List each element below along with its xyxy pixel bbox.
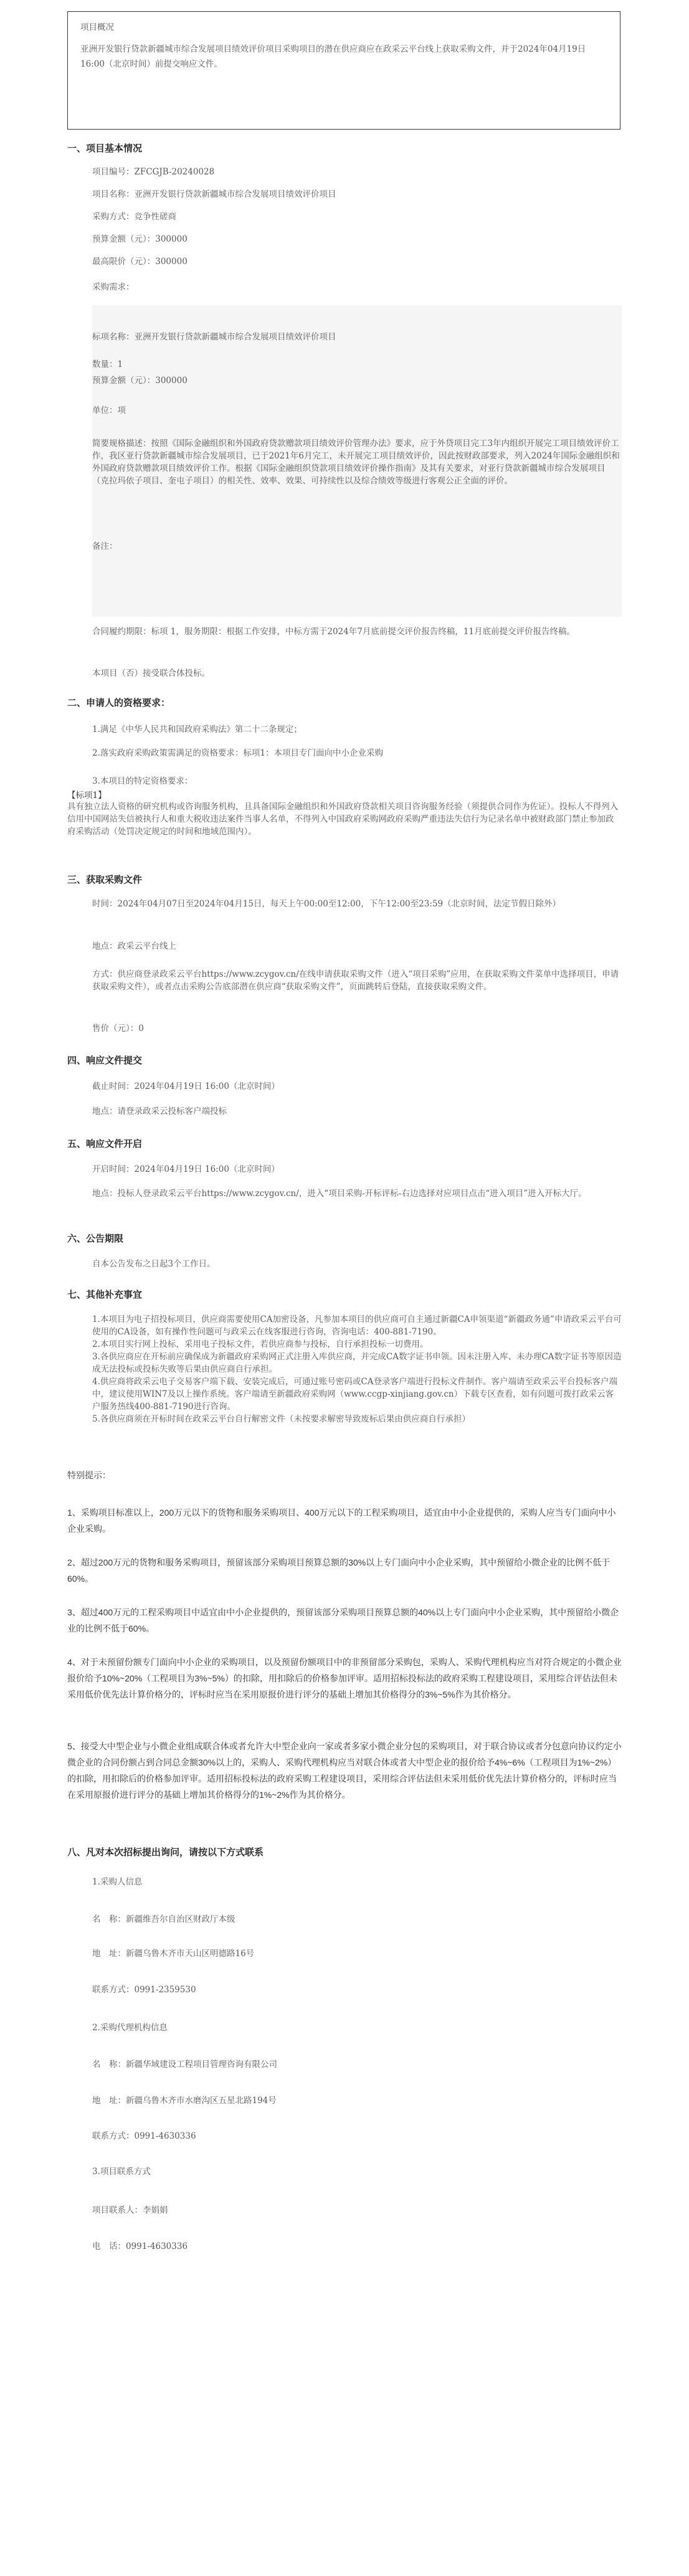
submit-place: 地点：请登录政采云投标客户端投标 — [92, 1106, 227, 1116]
section-8-heading: 八、凡对本次招标提出询问，请按以下方式联系 — [67, 1847, 264, 1858]
lot-detail-panel — [92, 305, 622, 617]
opening-time: 开启时间：2024年04月19日 16:00（北京时间） — [92, 1164, 280, 1174]
contact-2-title: 2.采购代理机构信息 — [92, 2023, 168, 2033]
lot-quantity: 数量：1 — [92, 359, 123, 369]
document-price: 售价（元）：0 — [92, 1024, 144, 1034]
overview-title: 项目概况 — [80, 22, 114, 32]
note-1: 1.本项目为电子招投标项目，供应商需要使用CA加密设备，凡参加本项目的供应商可自主通过新疆CA申领渠道“新疆政务通”申请政采云平台可使用的CA设备，如有操作性问题可与政采云在线客服进行咨询，咨询电话：400-881-7190。 — [92, 1314, 622, 1337]
section-7-heading: 七、其他补充事宜 — [67, 1290, 143, 1300]
lot-spec: 简要规格描述：按照《国际金融组织和外国政府贷款赠款项目绩效评价管理办法》要求，应于外贷项目完工3年内组织开展完工项目绩效评价工作，我区亚行贷款新疆城市综合发展项目，已于2021年6月完工，未开展完工项目绩效评价，因此按财政部要求，列入2024年国际金融组织和外国政府贷款赠款项目绩效评价工作。根据《国际金融组织贷款项目绩效评价操作指南》及其有关要求，对亚行贷款新疆城市综合发展项目（克拉玛依子项目、奎屯子项目）的相关性、效率、效果、可持续性以及综合绩效等级进行客观公正全面的评价。 — [92, 439, 620, 486]
budget-amount: 预算金额（元）：300000 — [92, 234, 188, 244]
project-name: 项目名称：亚洲开发银行贷款新疆城市综合发展项目绩效评价项目 — [92, 189, 336, 199]
obtain-place: 地点：政采云平台线上 — [92, 941, 176, 951]
note-4: 4.供应商将政采云电子交易客户端下载、安装完成后，可通过账号密码或CA登录客户端进行投标文件制作。客户端请至政采云平台投标客户端中，建议使用WIN7及以上操作系统。客户端请至新疆政府采购网（www.ccgp-xinjiang.gov.cn）下载专区查看，如有问题可拨打政采云客户服务热线400-881-7190进行咨询。 — [92, 1377, 617, 1412]
overview-text: 亚洲开发银行贷款新疆城市综合发展项目绩效评价项目采购项目的潜在供应商应在政采云平台线上获取采购文件，并于2024年04月19日 16:00（北京时间）前提交响应文件。 — [80, 44, 586, 69]
contract-period: 合同履约期限：标项 1，服务期限：根据工作安排，中标方需于2024年7月底前提交评价报告终稿，11月底前提交评价报告终稿。 — [92, 627, 576, 637]
supplementary-notes — [92, 1313, 622, 1425]
section-5-heading: 五、响应文件开启 — [67, 1139, 143, 1149]
qualification-detail: 具有独立法人资格的研究机构或咨询服务机构，且具备国际金融组织和外国政府贷款相关项目咨询服务经验（须提供合同作为佐证）。投标人不得列入信用中国网站失信被执行人和重大税收违法案件当事人名单，不得列入中国政府采购网政府采购严重违法失信行为记录名单中被财政部门禁止参加政府采购活动（处罚决定规定的时间和地域范围内）。 — [67, 802, 619, 837]
procurement-needs-label: 采购需求： — [92, 282, 135, 292]
opening-place: 地点：投标人登录政采云平台https://www.zcygov.cn/，进入“项目采购-开标评标-右边选择对应项目点击“进入项目”进入开标大厅。 — [92, 1189, 587, 1199]
contact-3-title: 3.项目联系方式 — [92, 2167, 151, 2177]
purchaser-phone: 联系方式：0991-2359530 — [92, 1985, 196, 1995]
lot-name: 标项名称：亚洲开发银行贷款新疆城市综合发展项目绩效评价项目 — [92, 332, 336, 342]
lot-unit: 单位：项 — [92, 406, 126, 416]
procurement-method: 采购方式：竞争性磋商 — [92, 212, 176, 222]
special-notice-4: 4、对于未预留份额专门面向中小企业的采购项目，以及预留份额项目中的非预留部分采购包，采购人、采购代理机构应当对符合规定的小微企业报价给予10%~20%（工程项目为3%~5%）的扣除，用扣除后的价格参加评审。适用招标投标法的政府采购工程建设项目，采用综合评估法但未采用低价优先法计算价格分的，评标时应当在采用原报价进行评分的基础上增加其价格得分的3%~5%作为其价格分。 — [67, 1657, 622, 1699]
max-price: 最高限价（元）：300000 — [92, 257, 188, 267]
consortium-note: 本项目（否）接受联合体投标。 — [92, 668, 210, 678]
agency-phone: 联系方式：0991-4630336 — [92, 2131, 196, 2141]
qualification-2: 2.落实政府采购政策需满足的资格要求：标项1：本项目专门面向中小企业采购 — [92, 748, 383, 758]
purchaser-name: 名 称：新疆维吾尔自治区财政厅本级 — [92, 1914, 235, 1924]
note-3: 3.各供应商应在开标前应确保成为新疆政府采购网正式注册入库供应商，并完成CA数字证书申领。因未注册入库、未办理CA数字证书等原因造成无法投标或投标失败等后果由供应商自行承担。 — [92, 1352, 622, 1374]
agency-name: 名 称：新疆华域建设工程项目管理咨询有限公司 — [92, 2060, 277, 2070]
project-number: 项目编号：ZFCGJB-20240028 — [92, 167, 215, 177]
section-6-heading: 六、公告期限 — [67, 1233, 124, 1244]
section-3-heading: 三、获取采购文件 — [67, 875, 143, 885]
lot-budget: 预算金额（元）：300000 — [92, 376, 188, 386]
note-2: 2.本项目实行网上投标，采用电子投标文件，若供应商参与投标，自行承担投标一切费用。 — [92, 1339, 429, 1349]
contact-1-title: 1.采购人信息 — [92, 1877, 143, 1887]
agency-address: 地 址：新疆乌鲁木齐市水磨沟区五星北路194号 — [92, 2096, 277, 2106]
section-1-heading: 一、项目基本情况 — [67, 143, 143, 154]
announcement-period: 自本公告发布之日起3个工作日。 — [92, 1259, 216, 1269]
lot-1-tag: 【标项1】 — [67, 791, 107, 801]
special-notice-3: 3、超过400万元的工程采购项目中适宜由中小企业提供的，预留该部分采购项目预算总额的40%以上专门面向中小企业采购，其中预留给小微企业的比例不低于60%。 — [67, 1607, 619, 1633]
qualification-3: 3.本项目的特定资格要求： — [92, 776, 193, 786]
lot-remark: 备注： — [92, 541, 118, 551]
submit-deadline: 截止时间：2024年04月19日 16:00（北京时间） — [92, 1081, 280, 1091]
special-notice-2: 2、超过200万元的货物和服务采购项目，预留该部分采购项目预算总额的30%以上专门面向中小企业采购，其中预留给小微企业的比例不低于60%。 — [67, 1557, 611, 1584]
overview-box — [67, 11, 620, 130]
project-contact-person: 项目联系人：李娟娟 — [92, 2205, 168, 2215]
purchaser-address: 地 址：新疆乌鲁木齐市天山区明德路16号 — [92, 1949, 255, 1959]
project-contact-phone: 电 话：0991-4630336 — [92, 2241, 188, 2251]
special-notice-title: 特别提示： — [67, 1470, 111, 1480]
obtain-method: 方式：供应商登录政采云平台https://www.zcygov.cn/在线申请获取采购文件（进入“项目采购”应用，在获取采购文件菜单中选择项目，申请获取采购文件），或者点击采购公告底部潜在供应商“获取采购文件”，页面跳转后登陆，直接获取采购文件。 — [92, 969, 619, 992]
special-notice-5: 5、接受大中型企业与小微企业组成联合体或者允许大中型企业向一家或者多家小微企业分包的采购项目，对于联合协议或者分包意向协议约定小微企业的合同份额占到合同总金额30%以上的，采购人、采购代理机构应当对联合体或者大中型企业的报价给予4%~6%（工程项目为1%~2%）的扣除，用扣除后的价格参加评审。适用招标投标法的政府采购工程建设项目，采用综合评估法但未采用低价优先法计算价格分的，评标时应当在采用原报价进行评分的基础上增加其价格得分的1%~2%作为其价格分。 — [67, 1741, 622, 1800]
section-2-heading: 二、申请人的资格要求： — [67, 698, 171, 708]
special-notice-1: 1、采购项目标准以上，200万元以下的货物和服务采购项目、400万元以下的工程采购项目，适宜由中小企业提供的，采购人应当专门面向中小企业采购。 — [67, 1508, 616, 1534]
section-4-heading: 四、响应文件提交 — [67, 1055, 143, 1066]
note-5: 5.各供应商须在开标时间在政采云平台自行解密文件（未按要求解密导致废标后果由供应商自行承担） — [92, 1414, 470, 1424]
qualification-1: 1.满足《中华人民共和国政府采购法》第二十二条规定； — [92, 725, 302, 734]
obtain-time: 时间：2024年04月07日至2024年04月15日，每天上午00:00至12:00，下午12:00至23:59（北京时间，法定节假日除外） — [92, 899, 561, 909]
